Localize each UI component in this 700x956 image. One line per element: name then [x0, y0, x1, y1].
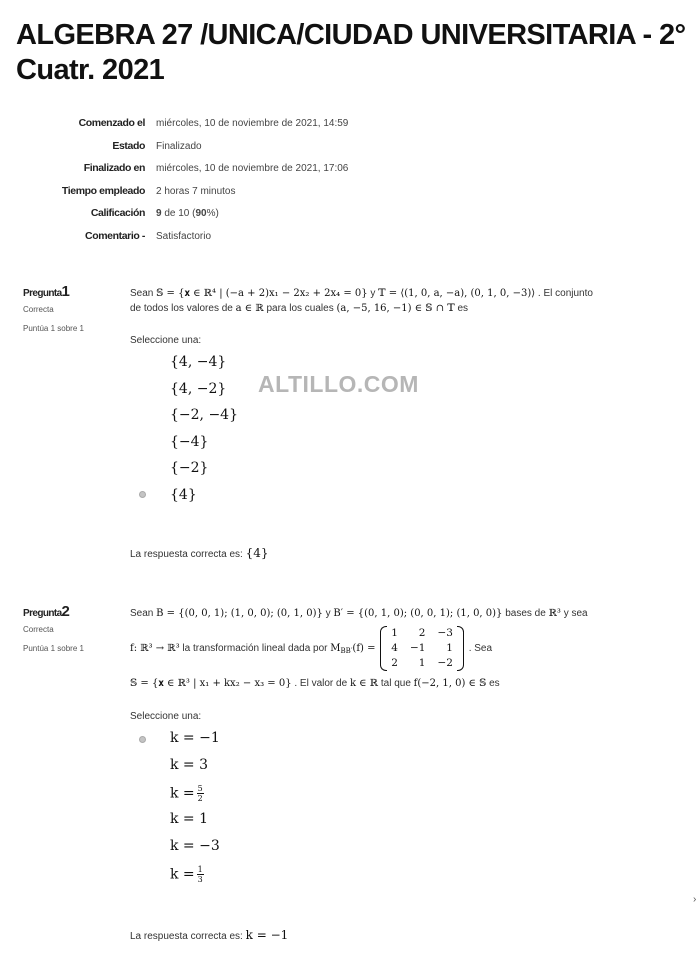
math-condition: f(−2, 1, 0) ∈ 𝕊 [413, 678, 487, 689]
math-f: f: ℝ³ → ℝ³ [130, 643, 180, 655]
option-text: k = [170, 785, 195, 802]
option[interactable]: k = 3 [170, 757, 209, 773]
option-selected[interactable]: k = −1 [170, 730, 220, 746]
attempt-summary [0, 117, 700, 252]
matrix-cell: 4 [391, 642, 398, 654]
option[interactable] [170, 784, 220, 811]
grade-score: 9 [156, 208, 162, 219]
option[interactable]: {−2, −4} [170, 407, 238, 423]
matrix-cell: 1 [418, 657, 426, 669]
stmt-text: bases de [505, 608, 546, 619]
matrix-cell: 1 [391, 627, 398, 639]
answer-label: La respuesta correcta es: [130, 549, 243, 560]
summary-value: miércoles, 10 de noviembre de 2021, 17:06 [156, 163, 349, 174]
fraction-denominator: 3 [197, 875, 203, 884]
math-m-sub: BB′ [340, 647, 353, 656]
stmt-text: es [489, 678, 500, 689]
matrix-cell: −1 [409, 642, 426, 654]
question-number: 1 [61, 283, 69, 300]
grade-percent: 90 [195, 208, 207, 219]
option-selected[interactable]: {4} [170, 486, 197, 503]
page-title: ALGEBRA 27 /UNICA/CIUDAD UNIVERSITARIA - 2° Cuatr. 2021 [16, 19, 686, 86]
matrix-cell: −2 [437, 657, 453, 669]
question-2-select-prompt: Seleccione una: [130, 711, 202, 722]
question-2-info [23, 603, 118, 653]
question-1-options [170, 354, 238, 513]
question-2-answer [130, 928, 288, 944]
question-1-select-prompt: Seleccione una: [130, 335, 202, 346]
question-2-statement-line3 [130, 677, 500, 691]
answer-label: La respuesta correcta es: [130, 931, 243, 942]
math-vector: (a, −5, 16, −1) ∈ 𝕊 ∩ 𝕋 [336, 303, 455, 314]
math-set-t: 𝕋 = ⟨(1, 0, a, −a), (0, 1, 0, −3)⟩ [378, 288, 536, 299]
stmt-text: Sean [130, 288, 154, 299]
grade-total: de 10 ( [161, 208, 196, 219]
question-1-status: Correcta [23, 305, 54, 314]
question-2-label [23, 603, 118, 620]
question-1-answer [130, 546, 269, 562]
summary-value: Finalizado [156, 140, 202, 152]
stmt-text: . El conjunto [537, 288, 593, 299]
question-1-info [23, 283, 118, 333]
summary-value: 2 horas 7 minutos [156, 185, 236, 197]
math-set-s: 𝕊 = {𝐱 ∈ ℝ⁴ | (−a + 2)x₁ − 2x₂ + 2x₄ = 0} [156, 288, 368, 299]
question-1-statement-line2 [130, 302, 468, 316]
summary-value [156, 208, 219, 219]
question-1-score: Puntúa 1 sobre 1 [23, 324, 84, 333]
question-1-label [23, 283, 118, 300]
watermark: ALTILLO.COM [258, 371, 419, 397]
math-basis-b: B = {(0, 0, 1); (1, 0, 0); (0, 1, 0)} [156, 608, 323, 619]
question-2-score: Puntúa 1 sobre 1 [23, 644, 84, 653]
fraction [197, 865, 204, 884]
summary-label: Finalizado en [83, 162, 145, 174]
matrix-cell: 1 [446, 642, 453, 654]
summary-row-finished [0, 162, 700, 185]
stmt-text: . Sea [468, 643, 493, 655]
summary-row-state [0, 140, 700, 163]
math-m: M [330, 643, 341, 655]
transformation-matrix [380, 626, 464, 671]
math-r3: ℝ³ [548, 608, 561, 619]
stmt-text: la transformación lineal dada por [182, 643, 328, 655]
option-text: k = [170, 866, 195, 883]
stmt-text: Sean [130, 608, 154, 619]
matrix-row [385, 626, 459, 641]
question-2-statement-line1 [130, 607, 588, 621]
fraction [197, 784, 204, 803]
option[interactable]: {−2} [170, 460, 209, 476]
summary-label: Tiempo empleado [61, 184, 145, 197]
edge-mark: › [693, 894, 697, 905]
answer-value: k = −1 [245, 928, 289, 942]
summary-row-grade [0, 207, 700, 230]
summary-label: Calificación [90, 207, 145, 219]
summary-value: Satisfactorio [156, 230, 212, 242]
radio-selected-icon[interactable] [139, 491, 146, 498]
fraction-numerator: 5 [197, 784, 203, 793]
matrix-row [385, 656, 459, 671]
summary-row-comment [0, 230, 700, 253]
stmt-text: para los cuales [266, 303, 334, 314]
stmt-text: es [457, 303, 469, 314]
math-matrix-label [330, 643, 375, 654]
fraction-numerator: 1 [197, 865, 203, 874]
summary-label: Estado [112, 139, 145, 152]
grade-end: %) [206, 208, 219, 219]
matrix-cell: 2 [418, 627, 426, 639]
option[interactable]: {−4} [170, 433, 209, 450]
question-2-options [170, 730, 220, 892]
stmt-text: de todos los valores de [130, 303, 233, 314]
option[interactable]: k = 1 [170, 811, 209, 827]
math-basis-b-prime: B′ = {(0, 1, 0); (0, 0, 1); (1, 0, 0)} [333, 608, 503, 619]
summary-row-started [0, 117, 700, 140]
matrix-cell: 2 [391, 657, 398, 669]
question-number: 2 [61, 603, 69, 620]
option[interactable]: k = −3 [170, 838, 220, 854]
stmt-text: y [325, 608, 331, 619]
stmt-text: y [370, 288, 376, 299]
question-1-statement-line1 [130, 287, 593, 301]
option[interactable]: {4, −2} [170, 380, 227, 397]
math-a: a ∈ ℝ [235, 303, 264, 314]
question-word: Pregunta [23, 288, 62, 299]
summary-value: miércoles, 10 de noviembre de 2021, 14:59 [156, 118, 349, 129]
math-set-s: 𝕊 = {𝐱 ∈ ℝ³ | x₁ + kx₂ − x₃ = 0} [130, 678, 292, 689]
radio-selected-icon[interactable] [139, 736, 146, 743]
question-2-status: Correcta [23, 625, 54, 634]
math-m-end: (f) = [352, 643, 376, 655]
summary-row-time [0, 185, 700, 208]
fraction-denominator: 2 [197, 794, 203, 803]
stmt-text: y sea [563, 608, 588, 619]
stmt-text: tal que [380, 678, 411, 689]
answer-value: {4} [245, 546, 269, 560]
question-2-statement-line2 [130, 626, 492, 671]
option[interactable] [170, 865, 220, 892]
stmt-text: . El valor de [294, 678, 348, 689]
summary-label: Comenzado el [78, 117, 145, 129]
question-word: Pregunta [23, 608, 62, 619]
math-k: k ∈ ℝ [349, 678, 379, 689]
matrix-row [385, 641, 459, 656]
matrix-cell: −3 [437, 627, 453, 639]
option[interactable]: {4, −4} [170, 354, 227, 370]
matrix-table [385, 626, 459, 671]
summary-label: Comentario - [85, 229, 145, 242]
